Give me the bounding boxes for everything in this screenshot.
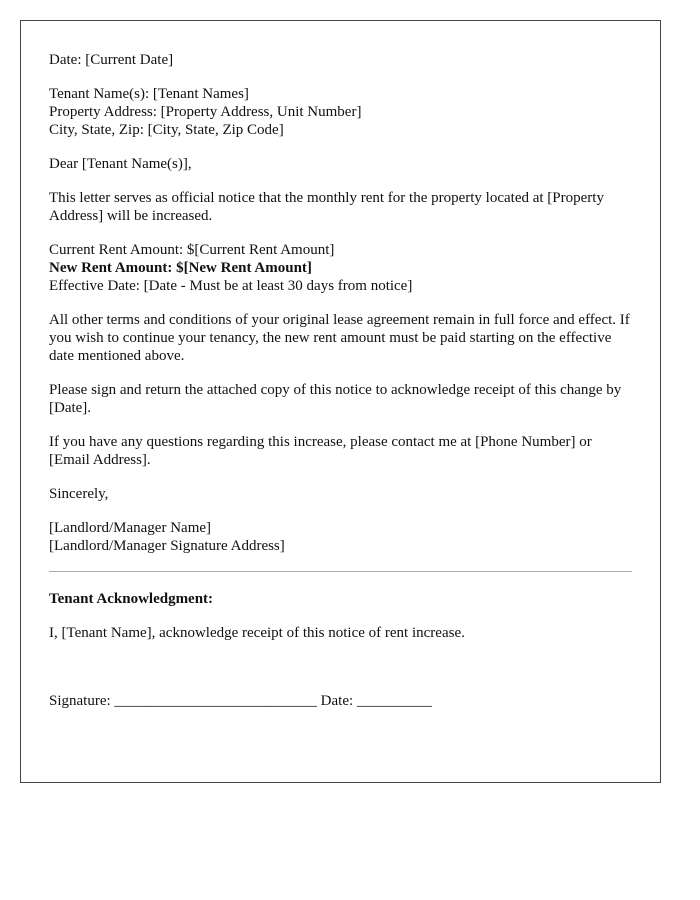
intro-paragraph: This letter serves as official notice that the monthly rent for the property located at [Property Address] will be increased.	[49, 190, 604, 224]
signature-line	[49, 692, 632, 710]
effective-date: Effective Date: [Date - Must be at least 30 days from notice]	[49, 278, 413, 294]
acknowledgment-statement: I, [Tenant Name], acknowledge receipt of this notice of rent increase.	[49, 625, 465, 641]
sign-return-paragraph: Please sign and return the attached copy of this notice to acknowledge receipt of this change by [Date].	[49, 382, 622, 416]
rent-details	[49, 241, 632, 295]
landlord-name: [Landlord/Manager Name]	[49, 520, 212, 536]
date-line: Date: [Current Date]	[49, 52, 174, 68]
city-state-zip: City, State, Zip: [City, State, Zip Code]	[49, 122, 284, 138]
divider	[49, 571, 632, 572]
terms-paragraph: All other terms and conditions of your original lease agreement remain in full force and effect. If you wish to continue your tenancy, the new rent amount must be paid starting on the effective date mentioned above.	[49, 312, 630, 364]
questions-paragraph: If you have any questions regarding this increase, please contact me at [Phone Number] or [Email Address].	[49, 434, 592, 468]
new-rent: New Rent Amount: $[New Rent Amount]	[49, 260, 312, 276]
current-rent: Current Rent Amount: $[Current Rent Amount]	[49, 242, 335, 258]
landlord-signature: [Landlord/Manager Signature Address]	[49, 538, 285, 554]
tenant-names: Tenant Name(s): [Tenant Names]	[49, 86, 249, 102]
closing: Sincerely,	[49, 486, 109, 502]
date-label: Date:	[320, 693, 354, 709]
signature-label: Signature:	[49, 693, 111, 709]
letter-page	[20, 20, 661, 783]
signature-blank: ___________________________	[114, 693, 317, 709]
acknowledgment-heading: Tenant Acknowledgment:	[49, 591, 214, 607]
date-blank: __________	[356, 693, 432, 709]
salutation: Dear [Tenant Name(s)],	[49, 156, 192, 172]
landlord-block	[49, 519, 632, 555]
property-address: Property Address: [Property Address, Unit Number]	[49, 104, 362, 120]
tenant-address-block	[49, 85, 632, 139]
